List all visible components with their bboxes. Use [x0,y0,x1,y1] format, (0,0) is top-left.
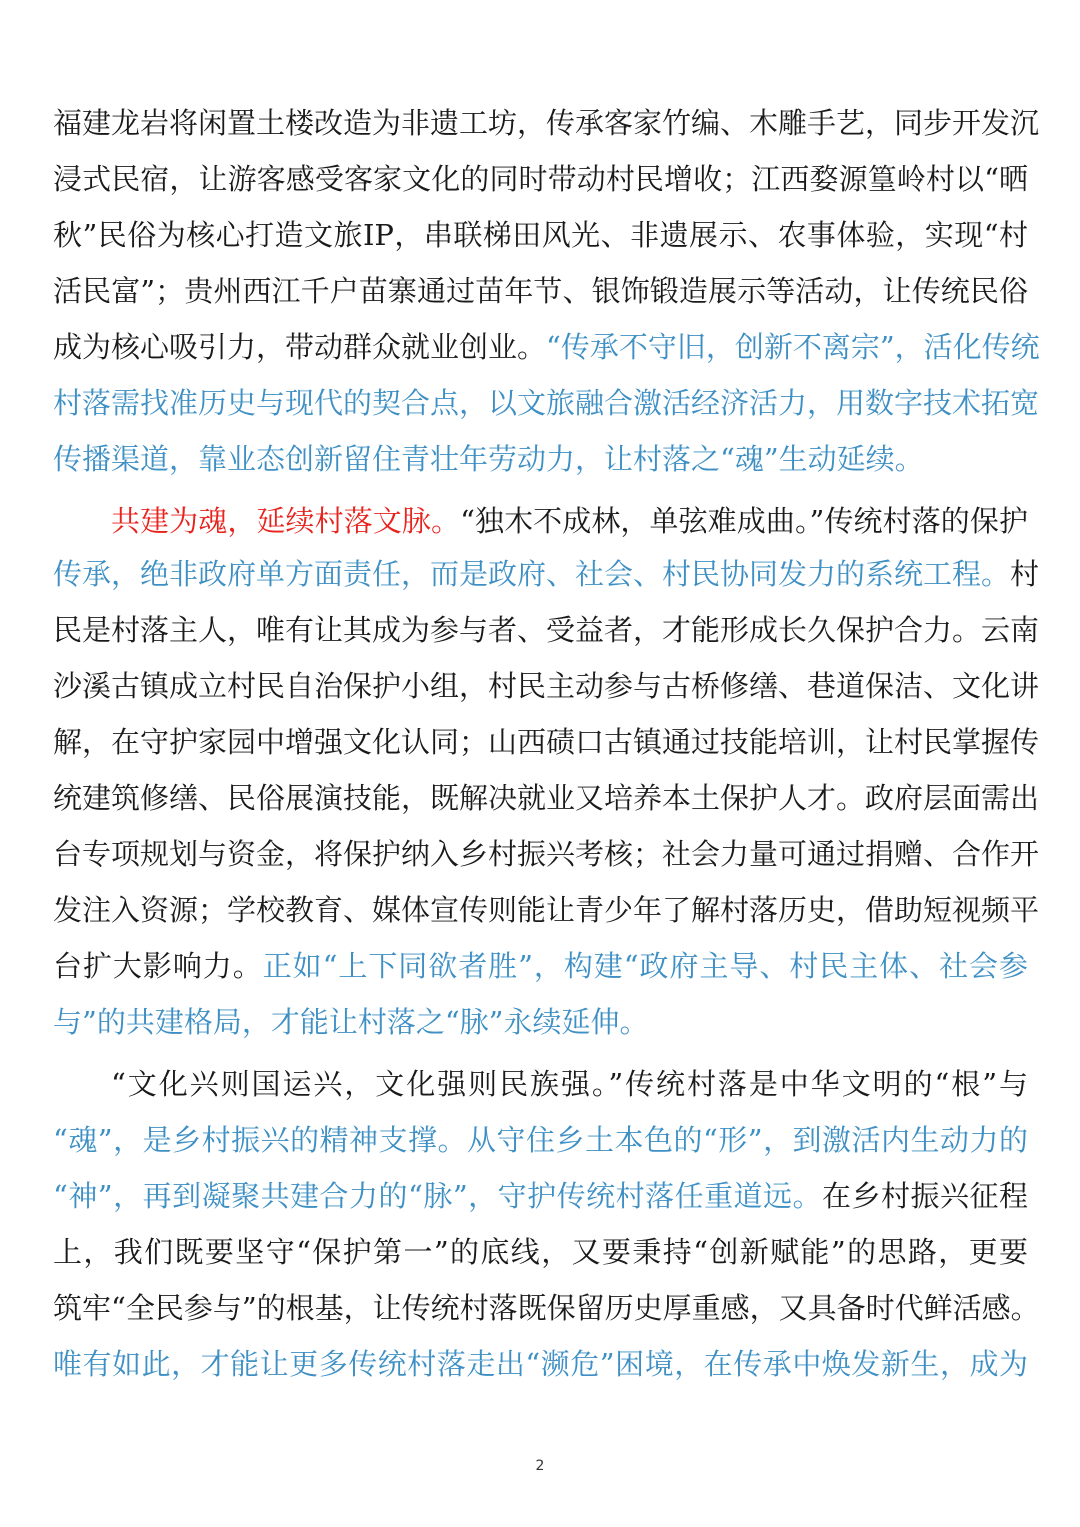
paragraph-line: 沙溪古镇成立村民自治保护小组，村民主动参与古桥修缮、巷道保洁、文化讲 [53,669,1040,703]
paragraph-line [53,550,1040,598]
paragraph-line: 上，我们既要坚守“保护第一”的底线，又要秉持“创新赋能”的思路，更要 [53,1235,1028,1269]
highlighted-line: 与”的共建格局，才能让村落之“脉”永续延伸。 [53,1005,649,1039]
highlighted-line: 唯有如此，才能让更多传统村落走出“濒危”困境，在传承中焕发新生，成为 [53,1347,1028,1381]
highlighted-text: 正如“上下同欲者胜”，构建“政府主导、村民主体、社会参 [262,949,1028,983]
paragraph-line [53,942,1028,990]
paragraph-line [111,497,1028,545]
paragraph-line: 民是村落主人，唯有让其成为参与者、受益者，才能形成长久保护合力。云南 [53,613,1040,647]
section-heading: 共建为魂，延续村落文脉。 [111,504,461,538]
paragraph-line: “文化兴则国运兴，文化强则民族强。”传统村落是中华文明的“根”与 [111,1067,1028,1101]
highlighted-text: “神”，再到凝聚共建合力的“脉”，守护传统村落任重道远。 [53,1179,823,1213]
body-text: 村 [1010,557,1040,591]
paragraph-line: 台专项规划与资金，将保护纳入乡村振兴考核；社会力量可通过捐赠、合作开 [53,837,1040,871]
highlighted-line: “魂”，是乡村振兴的精神支撑。从守住乡土本色的“形”，到激活内生动力的 [53,1123,1028,1157]
paragraph-line: 福建龙岩将闲置土楼改造为非遗工坊，传承客家竹编、木雕手艺，同步开发沉 [53,106,1040,140]
paragraph-line: 统建筑修缮、民俗展演技能，既解决就业又培养本土保护人才。政府层面需出 [53,781,1040,815]
paragraph-line: 秋”民俗为核心打造文旅IP，串联梯田风光、非遗展示、农事体验，实现“村 [53,218,1028,252]
highlighted-text: 传承，绝非政府单方面责任，而是政府、社会、村民协同发力的系统工程。 [53,557,1011,591]
page-number: 2 [535,1458,545,1474]
paragraph-line: 解，在守护家园中增强文化认同；山西碛口古镇通过技能培训，让村民掌握传 [53,725,1040,759]
paragraph-line: 筑牢“全民参与”的根基，让传统村落既保留历史厚重感，又具备时代鲜活感。 [53,1291,1040,1325]
body-text: “独木不成林，单弦难成曲。”传统村落的保护 [460,504,1028,538]
highlighted-line: 村落需找准历史与现代的契合点，以文旅融合激活经济活力，用数字技术拓宽 [53,386,1040,420]
highlighted-line: 传播渠道，靠业态创新留住青壮年劳动力，让村落之“魂”生动延续。 [53,442,924,476]
paragraph-line [53,323,1040,371]
paragraph-line: 活民富”；贵州西江千户苗寨通过苗年节、银饰锻造展示等活动，让传统民俗 [53,274,1028,308]
paragraph-line: 发注入资源；学校教育、媒体宣传则能让青少年了解村落历史，借助短视频平 [53,893,1040,927]
body-text: 成为核心吸引力，带动群众就业创业。 [53,330,547,364]
highlighted-text: “传承不守旧，创新不离宗”，活化传统 [546,330,1040,364]
body-text: 台扩大影响力。 [53,949,263,983]
body-text: 在乡村振兴征程 [822,1179,1028,1213]
paragraph-line: 浸式民宿，让游客感受客家文化的同时带动村民增收；江西婺源篁岭村以“晒 [53,162,1028,196]
paragraph-line [53,1172,1028,1220]
